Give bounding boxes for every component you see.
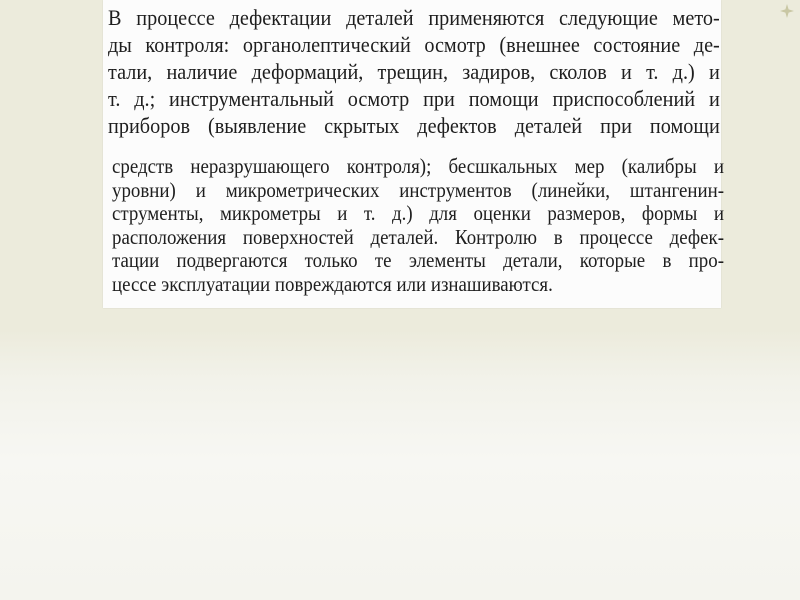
text-line: В процессе дефектации деталей применяются следующие мето-	[108, 5, 720, 30]
text-line: уровни) и микрометрических инструментов (линейки, штангенин-	[112, 177, 724, 202]
text-line: приборов (выявление скрытых дефектов деталей при помощи	[108, 113, 720, 138]
text-line: расположения поверхностей деталей. Контролю в процессе дефек-	[112, 224, 724, 249]
text-line: тации подвергаются только те элементы детали, которые в про-	[112, 248, 724, 272]
text-line: ды контроля: органолептический осмотр (внешнее состояние де-	[108, 32, 720, 57]
text-line: тали, наличие деформаций, трещин, задиров, сколов и т. д.) и	[108, 59, 720, 84]
text-line: т. д.; инструментальный осмотр при помощи приспособлений и	[108, 86, 720, 111]
text-line: средств неразрушающего контроля); бесшкальных мер (калибры и	[112, 154, 724, 178]
paragraph-upper	[108, 4, 720, 139]
text-line: струменты, микрометры и т. д.) для оценки размеров, формы и	[112, 201, 724, 225]
text-line: цессе эксплуатации повреждаются или изнашиваются.	[112, 271, 553, 296]
paragraph-lower	[112, 154, 724, 296]
star-bullet-icon	[780, 4, 794, 18]
